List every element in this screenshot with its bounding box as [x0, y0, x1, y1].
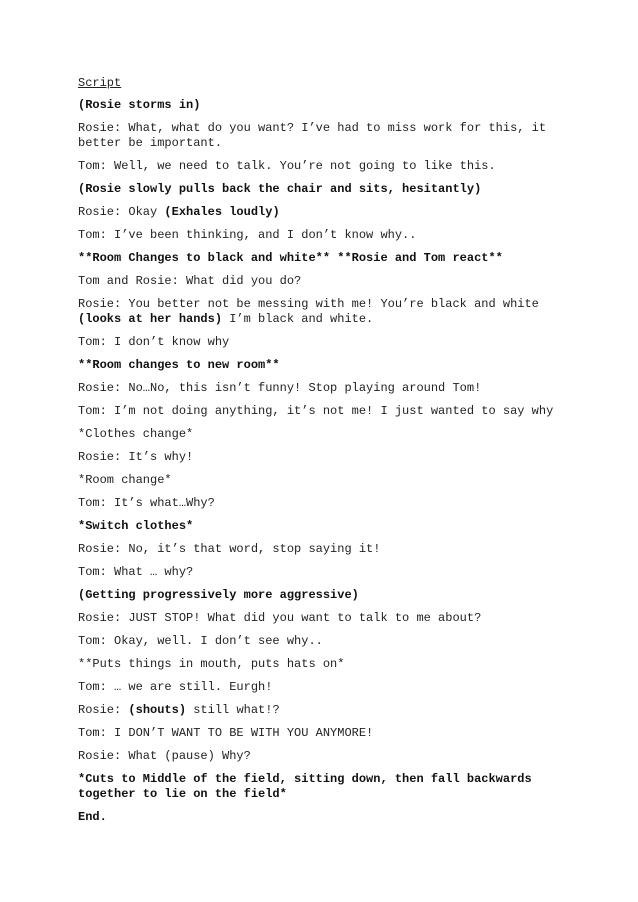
- stage-direction: *Cuts to Middle of the field, sitting down, then fall backwards together to lie on the field*: [78, 772, 532, 801]
- dialogue-line: Tom: I’m not doing anything, it’s not me! I just wanted to say why: [78, 404, 554, 418]
- dialogue-text: Rosie: Okay: [78, 205, 165, 219]
- dialogue-line: Tom: Okay, well. I don’t see why..: [78, 634, 323, 648]
- stage-direction: (Rosie storms in): [78, 98, 201, 112]
- dialogue-line: Rosie: No…No, this isn’t funny! Stop playing around Tom!: [78, 381, 482, 395]
- inline-stage-direction: (shouts): [128, 703, 187, 717]
- dialogue-line: Rosie: What, what do you want? I’ve had to miss work for this, it better be important.: [78, 121, 547, 150]
- stage-direction: (Getting progressively more aggressive): [78, 588, 359, 602]
- script-body: [78, 98, 558, 825]
- script-page: [78, 76, 558, 833]
- dialogue-line: Tom: Well, we need to talk. You’re not going to like this.: [78, 159, 496, 173]
- dialogue-line: Rosie: It’s why!: [78, 450, 194, 464]
- dialogue-line: *Room change*: [78, 473, 172, 487]
- stage-direction: (Rosie slowly pulls back the chair and sits, hesitantly): [78, 182, 482, 196]
- dialogue-line: Tom: I DON’T WANT TO BE WITH YOU ANYMORE!: [78, 726, 374, 740]
- dialogue-line: *Clothes change*: [78, 427, 194, 441]
- stage-direction: **Room changes to new room**: [78, 358, 280, 372]
- document-title: Script: [78, 76, 122, 90]
- dialogue-line: Tom: … we are still. Eurgh!: [78, 680, 273, 694]
- dialogue-line: Rosie: What (pause) Why?: [78, 749, 251, 763]
- dialogue-line: [78, 297, 558, 327]
- dialogue-line: Tom: I don’t know why: [78, 335, 230, 349]
- dialogue-line: Tom: What … why?: [78, 565, 194, 579]
- dialogue-line: **Puts things in mouth, puts hats on*: [78, 657, 345, 671]
- dialogue-line: Tom: It’s what…Why?: [78, 496, 215, 510]
- stage-direction: End.: [78, 810, 107, 824]
- inline-stage-direction: (Exhales loudly): [164, 205, 280, 219]
- stage-direction: **Room Changes to black and white** **Rosie and Tom react**: [78, 251, 503, 265]
- dialogue-line: Rosie: No, it’s that word, stop saying it!: [78, 542, 381, 556]
- inline-stage-direction: (looks at her hands): [78, 312, 223, 326]
- dialogue-line: [78, 205, 558, 220]
- dialogue-line: Rosie: JUST STOP! What did you want to talk to me about?: [78, 611, 482, 625]
- dialogue-text: Rosie: You better not be messing with me! You’re black and white: [78, 297, 539, 311]
- dialogue-line: Tom and Rosie: What did you do?: [78, 274, 302, 288]
- stage-direction: *Switch clothes*: [78, 519, 194, 533]
- dialogue-text: Rosie:: [78, 703, 129, 717]
- dialogue-line: [78, 703, 558, 718]
- dialogue-line: Tom: I’ve been thinking, and I don’t know why..: [78, 228, 417, 242]
- dialogue-text: still what!?: [186, 703, 280, 717]
- dialogue-text: I’m black and white.: [222, 312, 374, 326]
